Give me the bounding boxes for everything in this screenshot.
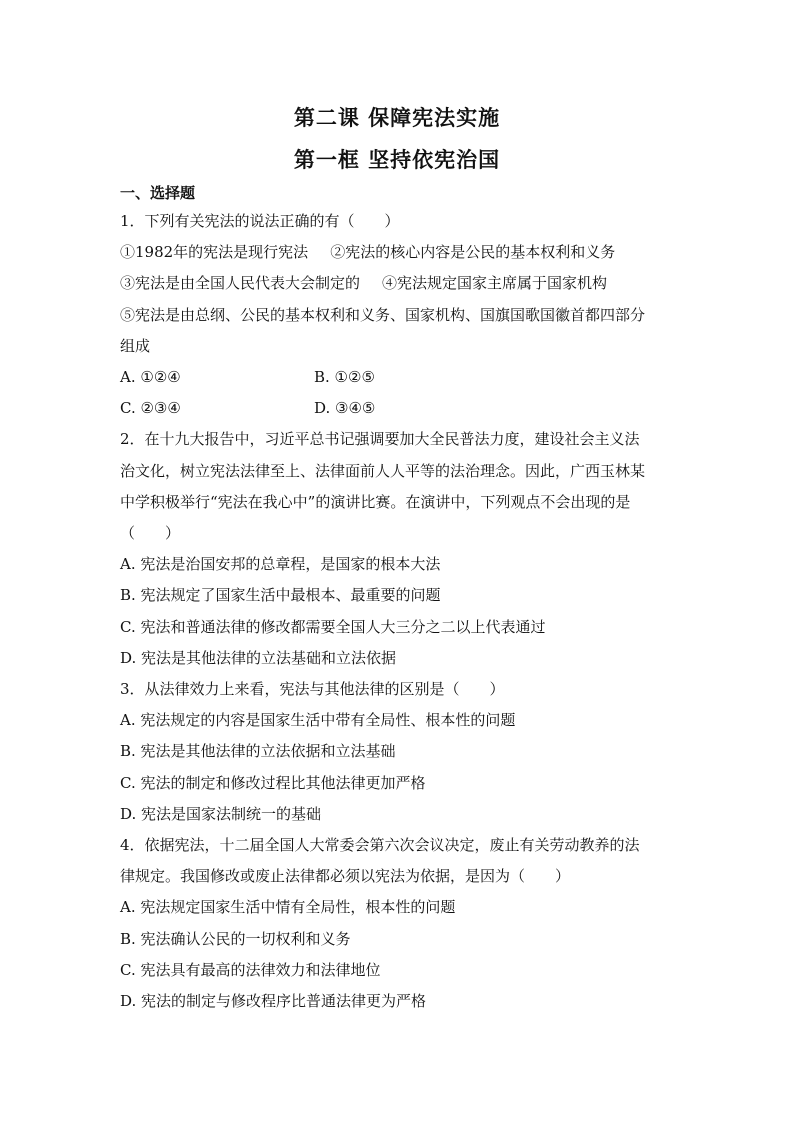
question-1-option-c: C. ②③④: [120, 399, 181, 418]
question-3-option-b: B. 宪法是其他法律的立法依据和立法基础: [120, 742, 396, 761]
question-1-items-row-2: [120, 268, 674, 299]
question-2-stem-line-3: 中学积极举行“宪法在我心中”的演讲比赛。在演讲中，下列观点不会出现的是: [120, 492, 631, 511]
question-1-option-b: B. ①②⑤: [314, 368, 375, 387]
question-1-item-4: ④宪法规定国家主席属于国家机构: [382, 274, 608, 293]
question-3-option-a: A. 宪法规定的内容是国家生活中带有全局性、根本性的问题: [120, 711, 516, 730]
question-1: [120, 206, 674, 424]
question-4-option-a: A. 宪法规定国家生活中情有全局性，根本性的问题: [120, 898, 456, 917]
question-2-stem-line-4: （ ）: [120, 524, 181, 543]
section-heading: 一、选择题: [120, 184, 196, 202]
question-4-option-c: C. 宪法具有最高的法律效力和法律地位: [120, 960, 381, 979]
question-1-stem: 1．下列有关宪法的说法正确的有（ ）: [120, 212, 400, 230]
question-3-option-c: C. 宪法的制定和修改过程比其他法律更加严格: [120, 773, 426, 792]
question-4-stem-line-2: 律规定。我国修改或废止法律都必须以宪法为依据，是因为（ ）: [120, 867, 571, 886]
question-3: [120, 674, 674, 830]
question-4-stem-line-1: 4．依据宪法，十二届全国人大常委会第六次会议决定，废止有关劳动教养的法: [120, 836, 640, 855]
question-1-options-row-1: [120, 362, 674, 393]
section-title: 第一框 坚持依宪治国: [293, 148, 501, 172]
lesson-title: 第二课 保障宪法实施: [293, 106, 501, 130]
question-2-stem-line-1: 2．在十九大报告中，习近平总书记强调要加大全民普法力度，建设社会主义法: [120, 430, 640, 449]
question-1-items-row-1: [120, 237, 674, 268]
question-2-stem-line-2: 治文化，树立宪法法律至上、法律面前人人平等的法治理念。因此，广西玉林某: [120, 461, 646, 480]
question-4-option-d: D. 宪法的制定与修改程序比普通法律更为严格: [120, 992, 427, 1011]
question-1-item-5-line-2: 组成: [120, 336, 151, 355]
question-1-option-a: A. ①②④: [120, 368, 181, 387]
question-1-item-3: ③宪法是由全国人民代表大会制定的: [120, 274, 361, 293]
question-2-option-a: A. 宪法是治国安邦的总章程，是国家的根本大法: [120, 555, 441, 574]
question-2-option-d: D. 宪法是其他法律的立法基础和立法依据: [120, 648, 397, 667]
question-1-item-5-line-1: ⑤宪法是由总纲、公民的基本权利和义务、国家机构、国旗国歌国徽首都四部分: [120, 305, 646, 324]
question-1-item-1: ①1982年的宪法是现行宪法: [120, 243, 309, 262]
question-1-item-2: ②宪法的核心内容是公民的基本权利和义务: [330, 243, 616, 262]
question-3-stem: 3．从法律效力上来看，宪法与其他法律的区别是（ ）: [120, 680, 505, 699]
question-4: [120, 830, 674, 1017]
question-3-option-d: D. 宪法是国家法制统一的基础: [120, 804, 322, 823]
question-1-options-row-2: [120, 393, 674, 424]
question-2-option-c: C. 宪法和普通法律的修改都需要全国人大三分之二以上代表通过: [120, 617, 546, 636]
question-4-option-b: B. 宪法确认公民的一切权利和义务: [120, 929, 351, 948]
question-1-option-d: D. ③④⑤: [314, 399, 376, 418]
question-2: [120, 424, 674, 674]
question-2-option-b: B. 宪法规定了国家生活中最根本、最重要的问题: [120, 586, 441, 605]
